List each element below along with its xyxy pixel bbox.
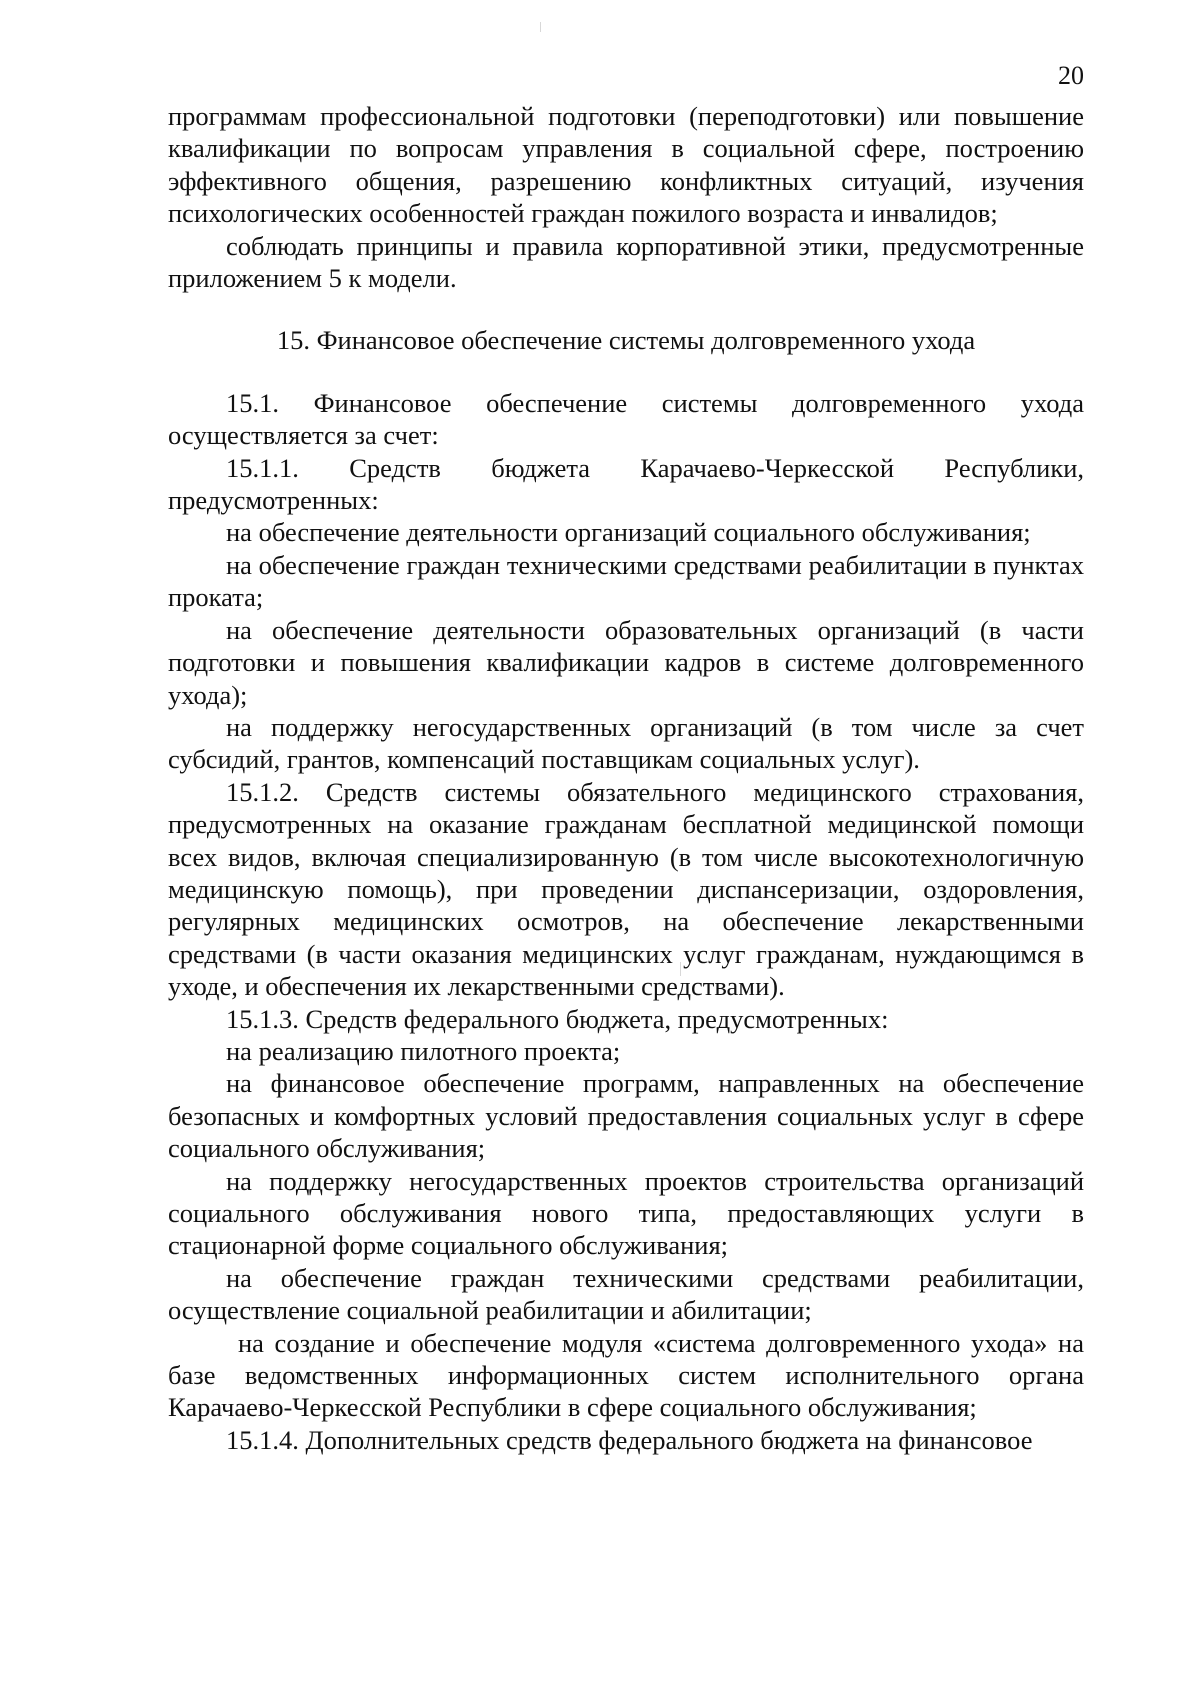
page-number: 20 — [1058, 61, 1084, 90]
paragraph: на реализацию пилотного проекта; — [226, 1035, 621, 1066]
paragraph: соблюдать принципы и правила корпоративной этики, предусмотренные приложением 5 к модели. — [168, 230, 1084, 294]
paragraph: на обеспечение деятельности организаций социального обслуживания; — [226, 517, 1031, 548]
paragraph: 15.1. Финансовое обеспечение системы долговременного ухода осуществляется за счет: — [168, 387, 1084, 451]
paragraph: на обеспечение граждан техническими средствами реабилитации в пунктах проката; — [168, 549, 1084, 613]
paragraph: 15.1.2. Средств системы обязательного медицинского страхования, предусмотренных на оказание гражданам бесплатной медицинской помощи всех видов, включая специализированную (в том числе высокотехнологичную медицинскую помощь), при проведении диспансеризации, оздоровления, регулярных медицинских осмотров, на обеспечение лекарственными средствами (в части оказания медицинских услуг гражданам, нуждающимся в уходе, и обеспечения их лекарственными средствами). — [168, 776, 1084, 1002]
document-body — [168, 100, 1084, 1456]
paragraph: на создание и обеспечение модуля «система долговременного ухода» на базе ведомственных информационных систем исполнительного органа Карачаево-Черкесской Республики в сфере социального обслуживания; — [168, 1327, 1084, 1423]
paragraph: на поддержку негосударственных организаций (в том числе за счет субсидий, грантов, компенсаций поставщикам социальных услуг). — [168, 711, 1084, 775]
paragraph: 15.1.4. Дополнительных средств федерального бюджета на финансовое — [226, 1424, 1033, 1455]
paragraph: 15.1.3. Средств федерального бюджета, предусмотренных: — [226, 1003, 889, 1034]
paragraph: программам профессиональной подготовки (переподготовки) или повышение квалификации по вопросам управления в социальной сфере, построению эффективного общения, разрешению конфликтных ситуаций, изучения психологических особенностей граждан пожилого возраста и инвалидов; — [168, 101, 1084, 229]
paragraph: на поддержку негосударственных проектов строительства организаций социального обслуживания нового типа, предоставляющих услуги в стационарной форме социального обслуживания; — [168, 1165, 1084, 1261]
scan-artifact-mark — [540, 22, 541, 32]
section-heading: 15. Финансовое обеспечение системы долговременного ухода — [276, 325, 976, 356]
paragraph: на обеспечение деятельности образовательных организаций (в части подготовки и повышения квалификации кадров в системе долговременного ухода); — [168, 614, 1084, 710]
paragraph: на финансовое обеспечение программ, направленных на обеспечение безопасных и комфортных условий предоставления социальных услуг в сфере социального обслуживания; — [168, 1068, 1084, 1164]
paragraph: на обеспечение граждан техническими средствами реабилитации, осуществление социальной реабилитации и абилитации; — [168, 1262, 1084, 1326]
paragraph: 15.1.1. Средств бюджета Карачаево-Черкесской Республики, предусмотренных: — [168, 452, 1084, 516]
